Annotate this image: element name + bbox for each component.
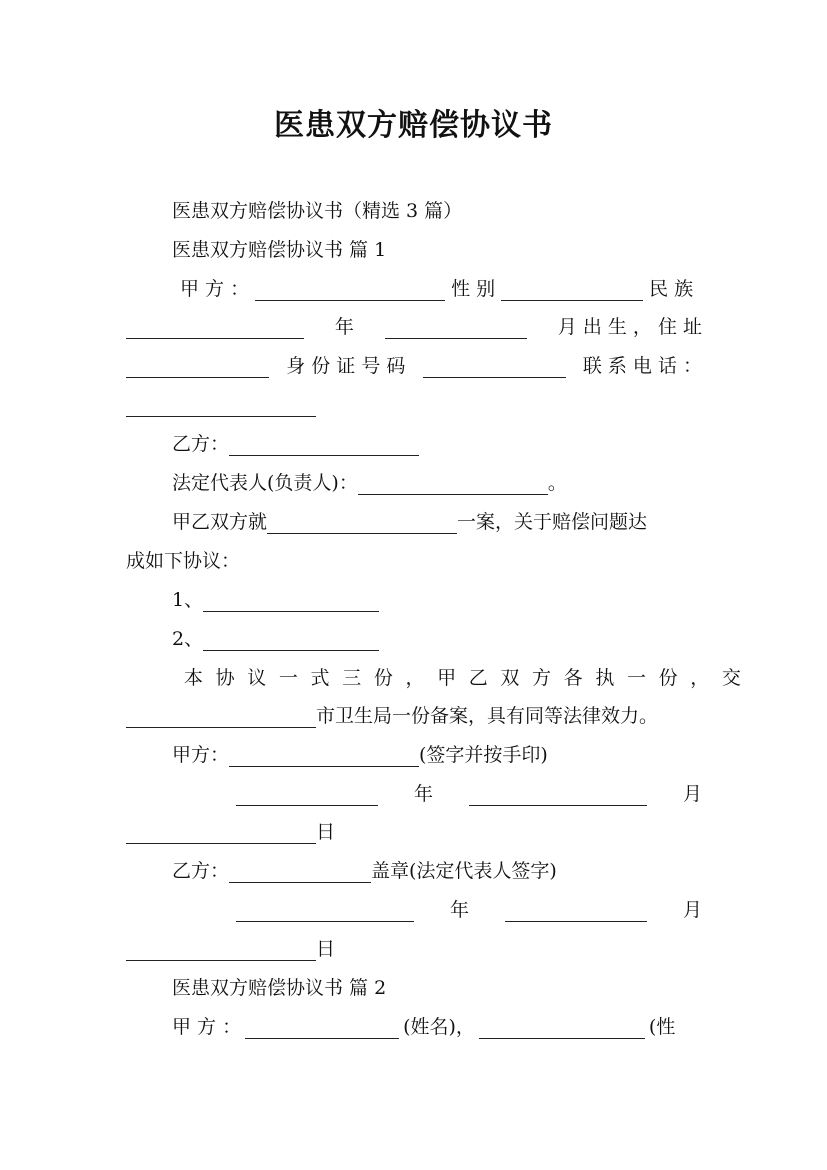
line-party-b-seal xyxy=(172,852,702,890)
party-b-seal-blank[interactable] xyxy=(229,860,371,883)
case-blank[interactable] xyxy=(267,511,457,534)
legal-rep-label: 法定代表人(负责人)： xyxy=(172,472,358,494)
filing-text: 市卫生局一份备案，具有同等法律效力。 xyxy=(316,705,659,727)
section-2-name-label: (姓名)， xyxy=(403,1016,475,1038)
line-item-1 xyxy=(172,581,702,619)
party-b-name-blank[interactable] xyxy=(229,433,419,456)
subtitle-text: 医患双方赔偿协议书（精选 3 篇） xyxy=(172,200,463,222)
item-1-blank[interactable] xyxy=(203,589,379,612)
section-2-gender-blank[interactable] xyxy=(479,1016,645,1039)
document-title: 医患双方赔偿协议书 xyxy=(274,108,553,143)
party-b-year-label: 年 xyxy=(449,899,469,921)
section-heading-1: 医患双方赔偿协议书 篇 1 xyxy=(172,239,387,261)
line-item-2 xyxy=(172,620,702,658)
birth-year-blank[interactable] xyxy=(385,316,527,339)
legal-rep-period: 。 xyxy=(547,472,567,494)
filing-city-blank[interactable] xyxy=(126,705,316,728)
line-party-a-info xyxy=(172,270,702,308)
line-id-phone xyxy=(126,347,702,385)
section-2-gender-label: (性 xyxy=(648,1016,676,1038)
case-prefix: 甲乙双方就 xyxy=(172,511,268,533)
item-1-number: 1、 xyxy=(172,589,204,611)
line-case xyxy=(172,503,702,541)
ethnicity-label: 民 族 xyxy=(649,278,694,300)
party-a-name-blank[interactable] xyxy=(255,278,445,301)
item-2-blank[interactable] xyxy=(203,628,379,651)
case-suffix: 一案，关于赔偿问题达 xyxy=(457,511,648,533)
party-b-seal-note: 盖章(法定代表人签字) xyxy=(371,860,557,882)
id-number-label: 身 份 证 号 码 xyxy=(286,355,406,377)
party-b-year-blank[interactable] xyxy=(236,899,414,922)
gender-label: 性 别 xyxy=(451,278,496,300)
year-label: 年 xyxy=(334,316,354,338)
party-a-month-label: 月 xyxy=(682,783,702,805)
item-2-number: 2、 xyxy=(172,628,204,650)
party-b-seal-label: 乙方： xyxy=(172,860,230,882)
ethnicity-blank[interactable] xyxy=(126,316,304,339)
party-a-sign-blank[interactable] xyxy=(229,744,419,767)
line-party-b xyxy=(172,425,702,463)
party-b-label: 乙方： xyxy=(172,433,230,455)
line-party-b-day xyxy=(126,930,702,968)
address-blank[interactable] xyxy=(126,355,269,378)
phone-blank[interactable] xyxy=(126,394,316,417)
agreement-intro-text: 成如下协议： xyxy=(126,550,241,572)
line-phone-blank xyxy=(126,386,702,424)
section-2-party-a-label: 甲 方 ： xyxy=(172,1016,242,1038)
line-filing xyxy=(126,697,702,735)
party-a-sign-label: 甲方： xyxy=(172,744,230,766)
line-subtitle xyxy=(172,192,702,230)
legal-rep-blank[interactable] xyxy=(358,472,548,495)
copies-text: 本 协 议 一 式 三 份 ， 甲 乙 双 方 各 执 一 份 ， 交 xyxy=(184,667,745,689)
line-section-2 xyxy=(172,969,702,1007)
party-a-year-blank[interactable] xyxy=(236,783,378,806)
phone-label: 联 系 电 话 ： xyxy=(582,355,702,377)
line-section-2-party-a xyxy=(172,1008,702,1046)
line-copies xyxy=(172,659,745,697)
party-b-month-blank[interactable] xyxy=(505,899,647,922)
line-party-a-day xyxy=(126,813,702,851)
party-a-month-blank[interactable] xyxy=(469,783,647,806)
party-a-day-label: 日 xyxy=(316,821,336,843)
party-a-year-label: 年 xyxy=(413,783,433,805)
id-number-blank[interactable] xyxy=(423,355,566,378)
party-b-month-label: 月 xyxy=(682,899,702,921)
section-heading-2: 医患双方赔偿协议书 篇 2 xyxy=(172,977,387,999)
party-a-day-blank[interactable] xyxy=(126,821,316,844)
line-party-a-date xyxy=(236,775,702,813)
line-party-a-sign xyxy=(172,736,702,774)
line-section-1 xyxy=(172,231,702,269)
line-agreement-intro xyxy=(126,542,702,580)
line-birth-address xyxy=(126,308,702,346)
party-a-label: 甲 方 ： xyxy=(180,278,250,300)
line-party-b-date xyxy=(236,891,702,929)
line-legal-rep xyxy=(172,464,702,502)
party-a-sign-note: (签字并按手印) xyxy=(419,744,548,766)
party-b-day-blank[interactable] xyxy=(126,938,316,961)
party-b-day-label: 日 xyxy=(316,938,336,960)
gender-blank[interactable] xyxy=(501,278,643,301)
birth-address-label: 月 出 生 ， 住 址 xyxy=(557,316,702,338)
section-2-name-blank[interactable] xyxy=(245,1016,399,1039)
